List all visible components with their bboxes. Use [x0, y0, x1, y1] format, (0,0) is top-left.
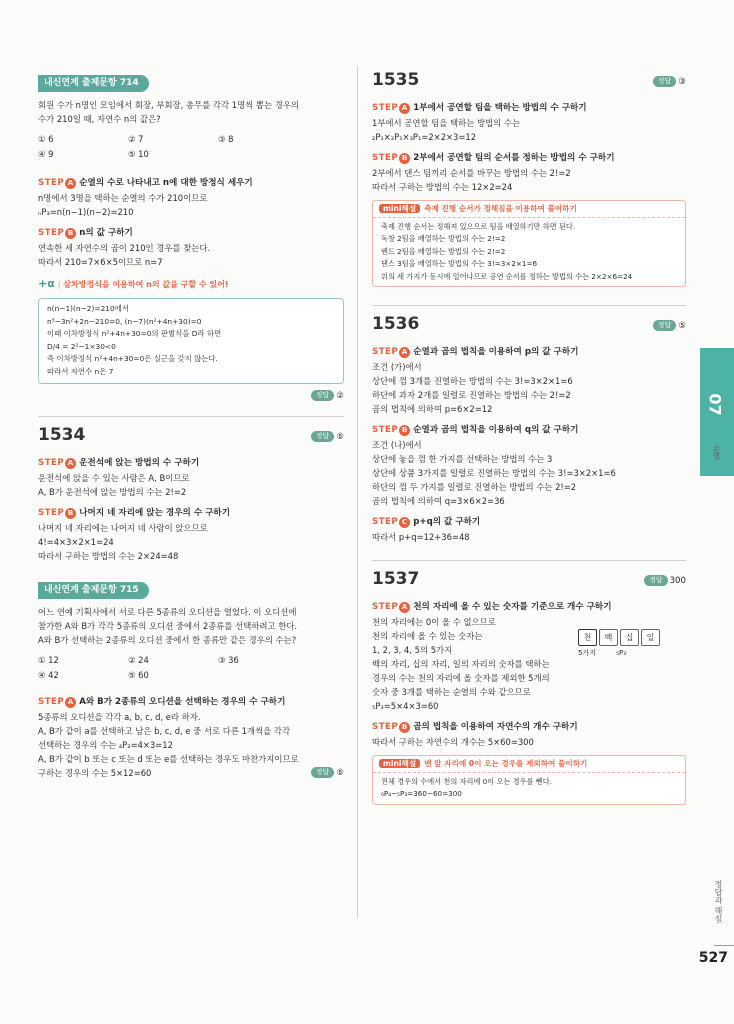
q1535-answer: 정답 ③ — [653, 76, 686, 87]
page-number-rule — [714, 945, 734, 946]
q714-block — [38, 70, 344, 406]
q1534-block: 1534 정답 ⑤ STEP A 운전석에 앉는 방법의 수 구하기 운전석에 앉을 수 있는 사람은 A, B이므로 A, B가 운전석에 앉는 방법의 수는 2!=2 STEP B 나머지 네 자리에 앉는 경우의 수 구하기 나머지 네 자리에는 나머지 네 사람이 앉으므로 4!=4×3×2×1=24 따라서 구하는 방법의 수는 2×24=48 — [38, 424, 344, 561]
q1536-answer: 정답 ⑤ — [653, 320, 686, 331]
chapter-number: 07 — [705, 393, 725, 416]
question-number: 1536 — [372, 314, 420, 335]
question-number: 1537 — [372, 569, 420, 590]
divider — [372, 560, 686, 561]
plus-alpha-icon: +α — [38, 277, 55, 290]
digit-box: 천 — [578, 629, 597, 646]
digit-label: 5가지 — [578, 649, 596, 658]
q714-badge: 내신연계 출제문항 714 — [38, 75, 149, 92]
q715-stepA: STEP A A와 B가 2종류의 오디션을 선택하는 경우의 수 구하기 — [38, 696, 286, 707]
digit-box: 십 — [620, 629, 639, 646]
footer-label: 정답과 해설 — [714, 880, 723, 923]
choice: ① 6 — [38, 134, 54, 144]
question-number: 1534 — [38, 424, 86, 445]
page-number: 527 — [698, 950, 728, 966]
q714-choices — [38, 132, 344, 162]
digit-label: ₅P₃ — [616, 649, 627, 658]
step-tag: STEP A — [38, 178, 76, 188]
q714-text: 회원 수가 n명인 모임에서 회장, 부회장, 총무를 각각 1명씩 뽑는 경우의 — [38, 100, 300, 110]
q1534-stepA: STEP A 운전석에 앉는 방법의 수 구하기 — [38, 457, 200, 468]
q714-answer: 정답 ② — [311, 390, 344, 401]
right-column — [372, 70, 686, 805]
q714-stepA — [38, 176, 344, 191]
text-line: n명에서 3명을 택하는 순열의 수가 210이므로 — [38, 193, 208, 203]
q1535-mini: mini해설 축제 진행 순서가 정해짐을 이용하여 풀이하기 축제 진행 순서는 정해져 있으므로 팀을 배열하기만 하면 된다. 독창 2팀을 배열하는 방법의 수는 2!=2 밴드 2팀을 배열하는 방법의 수는 2!=2 댄스 3팀을 배열하는 방법의 수는 3!=3×2×1=6 위의 세 가지가 동시에 일어나므로 공연 순서를 정하는 방법의 수는 2×2×6=24 — [372, 200, 686, 287]
q715-choices: ① 12 ② 24 ③ 36 ④ 42 ⑤ 60 — [38, 654, 239, 680]
q715-answer: 정답 ⑤ — [311, 767, 344, 778]
q1535-block: 1535 정답 ③ STEP A 1부에서 공연할 팀을 택하는 방법의 수 구하기 1부에서 공연할 팀을 택하는 방법의 수는 ₂P₁×₂P₁×₃P₁=2×2×3=12 STEP B 2부에서 공연할 팀의 순서를 정하는 방법의 수 구하기 2부에서 댄스 팀끼리 순서를 바꾸는 방법의 수는 2!=2 따라서 구하는 방법의 수는 12×2=24 mini해설 축제 진행 순서가 정해짐을 이용하여 풀이하기 축제 진행 순서는 정해져 있으므로 팀을 배열하기만 하면 된다. 독창 2팀을 배열하는 방법의 수는 2!=2 밴드 2팀을 배열하는 방법의 수는 2!=2 댄스 3팀을 배열하는 방법의 수는 3!=3×2×1=6 위의 세 가지가 동시에 일어나므로 공연 순서를 정하는 방법의 수는 2×2×6=24 — [372, 70, 686, 287]
column-divider — [357, 66, 358, 918]
chapter-title: 순열 — [712, 445, 721, 460]
divider — [38, 416, 344, 417]
step-title: n의 값 구하기 — [79, 228, 133, 238]
q714-text: 수가 210일 때, 자연수 n의 값은? — [38, 114, 161, 124]
q1534-stepB: STEP B 나머지 네 자리에 앉는 경우의 수 구하기 — [38, 507, 231, 518]
q1534-answer: 정답 ⑤ — [311, 431, 344, 442]
text-line: 연속한 세 자연수의 곱이 210인 경우를 찾는다. — [38, 243, 211, 253]
q1537-answer: 정답 300 — [644, 575, 686, 586]
left-column — [38, 70, 344, 780]
q1537-block: 1537 정답 300 STEP A 천의 자리에 올 수 있는 숫자를 기준으로 개수 구하기 천의 자리에는 0이 올 수 없으므로 천의 자리에 올 수 있는 숫자는 1, 2, 3, 4, 5의 5가지 백의 자리, 십의 자리, 일의 자리의 숫자를 택하는 경우의 수는 천의 자리에 올 숫자를 제외한 5개의 숫자 중 3개를 택하는 순열의 수와 같으므로 ₅P₃=5×4×3=60 천 백 십 일 5가지 ₅P₃ STEP B 곱의 법칙을 이용하여 자연수의 개수 구하기 따라서 구하는 자연수의 개수는 5×60=300 mini해설 맨 앞 자리에 0이 오는 경우를 제외하여 풀이하기 전체 경우의 수에서 천의 자리에 0이 오는 경우를 뺀다. ₆P₄−₅P₃=360−60=300 — [372, 569, 686, 805]
digit-box: 일 — [641, 629, 660, 646]
text-line: ₙP₃=n(n−1)(n−2)=210 — [38, 207, 134, 217]
digit-diagram — [578, 629, 660, 658]
q1537-mini: mini해설 맨 앞 자리에 0이 오는 경우를 제외하여 풀이하기 전체 경우의 수에서 천의 자리에 0이 오는 경우를 뺀다. ₆P₄−₅P₃=360−60=300 — [372, 755, 686, 805]
alpha-box: n(n−1)(n−2)=210에서 n³−3n²+2n−210=0, (n−7)(n²+4n+30)=0 이때 이차방정식 n²+4n+30=0의 판별식을 D라 하면 D/4 = 2²−1×30<0 즉 이차방정식 n²+4n+30=0은 실근을 갖지 않는다. 따라서 자연수 n은 7 — [38, 298, 344, 384]
choice: ② 7 — [128, 134, 144, 144]
alpha-heading: +α | 삼차방정식을 이용하여 n의 값을 구할 수 있어! — [38, 277, 229, 290]
q714-stepB — [38, 226, 344, 241]
q715-badge: 내신연계 출제문항 715 — [38, 582, 149, 599]
choice: ③ 8 — [218, 134, 234, 144]
digit-box: 백 — [599, 629, 618, 646]
step-tag: STEP B — [38, 228, 76, 238]
step-title: 순열의 수로 나타내고 n에 대한 방정식 세우기 — [79, 178, 253, 188]
q715-block: 내신연계 출제문항 715 어느 연예 기획사에서 서로 다른 5종류의 오디션을 열었다. 이 오디션에 참가한 A와 B가 각각 5종류의 오디션 중에서 2종류를 선택하려고 한다. A와 B가 선택하는 2종류의 오디션 중에서 한 종류만 같은 경우의 수는? ① 12 ② 24 ③ 36 ④ 42 ⑤ 60 STEP A A와 B가 2종류의 오디션을 선택하는 경우의 수 구하기 5종류의 오디션을 각각 a, b, c, d, e라 하자. A, B가 같이 a를 선택하고 남은 b, c, d, e 중 서로 다른 1개씩을 각각 선택하는 경우의 수는 ₄P₂=4×3=12 A, B가 같이 b 또는 c 또는 d 또는 e를 선택하는 경우도 마찬가지이므로 구하는 경우의 수는 5×12=60 정답 ⑤ — [38, 577, 344, 780]
question-number: 1535 — [372, 70, 420, 90]
divider — [372, 305, 686, 306]
text-line: 따라서 210=7×6×5이므로 n=7 — [38, 257, 163, 267]
choice: ⑤ 10 — [128, 149, 149, 159]
choice: ④ 9 — [38, 149, 54, 159]
q1536-block: 1536 정답 ⑤ STEP A 순열과 곱의 법칙을 이용하여 p의 값 구하기 조건 (가)에서 상단에 껌 3개를 진열하는 방법의 수는 3!=3×2×1=6 하단에 과자 2개를 일렬로 진열하는 방법의 수는 2!=2 곱의 법칙에 의하여 p=6×2=12 STEP B 순열과 곱의 법칙을 이용하여 q의 값 구하기 조건 (나)에서 상단에 놓을 껌 한 가지를 선택하는 방법의 수는 3 상단에 상품 3가지를 일렬로 진열하는 방법의 수는 3!=3×2×1=6 하단의 껌 두 가지를 일렬로 진열하는 방법의 수는 2!=2 곱의 법칙에 의하여 q=3×6×2=36 STEP C p+q의 값 구하기 따라서 p+q=12+36=48 — [372, 314, 686, 543]
